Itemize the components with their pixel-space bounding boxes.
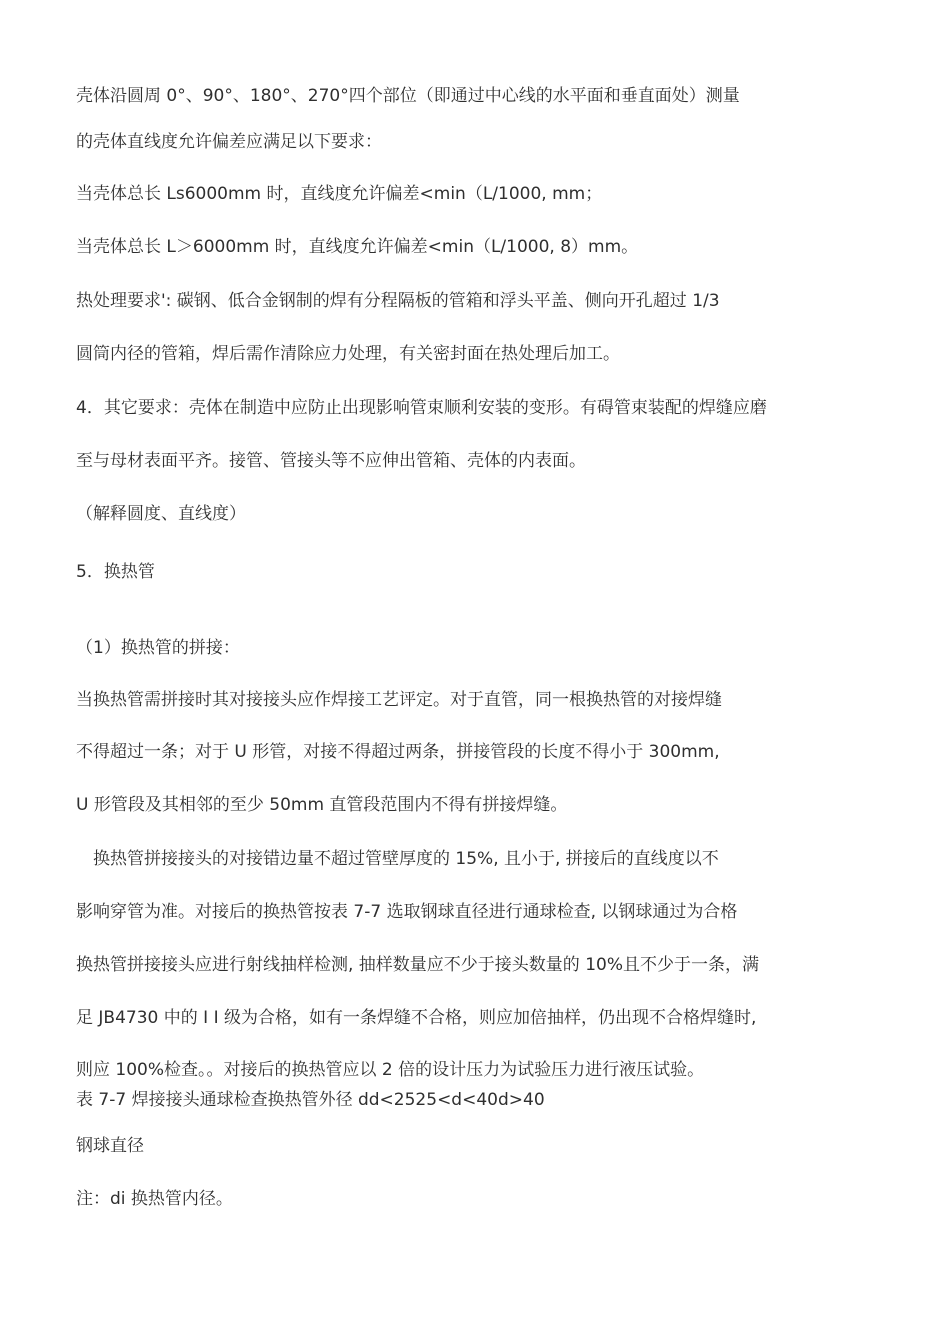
- text-line: 热处理要求': 碳钢、低合金钢制的焊有分程隔板的管箱和浮头平盖、侧向开孔超过 1/3: [76, 291, 720, 311]
- note: 注：di 换热管内径。: [76, 1189, 233, 1209]
- text-line: 影响穿管为准。对接后的换热管按表 7-7 选取钢球直径进行通球检查, 以钢球通过为合格: [76, 902, 738, 922]
- text-line: 换热管拼接接头应进行射线抽样检测, 抽样数量应不少于接头数量的 10%且不少于一条，满: [76, 955, 759, 975]
- text-line: （解释圆度、直线度）: [76, 504, 246, 524]
- text-line: 不得超过一条；对于 U 形管，对接不得超过两条，拼接管段的长度不得小于 300mm,: [76, 742, 720, 762]
- text-line: 足 JB4730 中的 I I 级为合格，如有一条焊缝不合格，则应加倍抽样，仍出现不合格焊缝时,: [76, 1008, 757, 1028]
- text-line: 的壳体直线度允许偏差应满足以下要求：: [76, 132, 382, 152]
- text-line: 则应 100%检查。。对接后的换热管应以 2 倍的设计压力为试验压力进行液压试验。: [76, 1060, 705, 1080]
- text-line: 换热管拼接接头的对接错边量不超过管壁厚度的 15%, 且小于, 拼接后的直线度以不: [93, 849, 719, 869]
- text-line: 当壳体总长 Ls6000mm 时，直线度允许偏差<min（L/1000, mm；: [76, 184, 603, 204]
- subsection-heading: （1）换热管的拼接：: [76, 638, 240, 658]
- table-caption: 表 7-7 焊接接头通球检查换热管外径 dd<2525<d<40d>40: [76, 1090, 545, 1110]
- text-line: 壳体沿圆周 0°、90°、180°、270°四个部位（即通过中心线的水平面和垂直面处）测量: [76, 86, 740, 106]
- text-line: 4．其它要求：壳体在制造中应防止出现影响管束顺利安装的变形。有碍管束装配的焊缝应磨: [76, 398, 767, 418]
- text-line: 圆筒内径的管箱，焊后需作清除应力处理，有关密封面在热处理后加工。: [76, 344, 620, 364]
- text-line: 至与母材表面平齐。接管、管接头等不应伸出管箱、壳体的内表面。: [76, 451, 586, 471]
- text-line: 当换热管需拼接时其对接接头应作焊接工艺评定。对于直管，同一根换热管的对接焊缝: [76, 690, 722, 710]
- text-line: U 形管段及其相邻的至少 50mm 直管段范围内不得有拼接焊缝。: [76, 795, 568, 815]
- section-heading: 5．换热管: [76, 562, 155, 582]
- table-row-label: 钢球直径: [76, 1136, 144, 1156]
- text-line: 当壳体总长 L＞6000mm 时，直线度允许偏差<min（L/1000, 8）mm。: [76, 237, 639, 257]
